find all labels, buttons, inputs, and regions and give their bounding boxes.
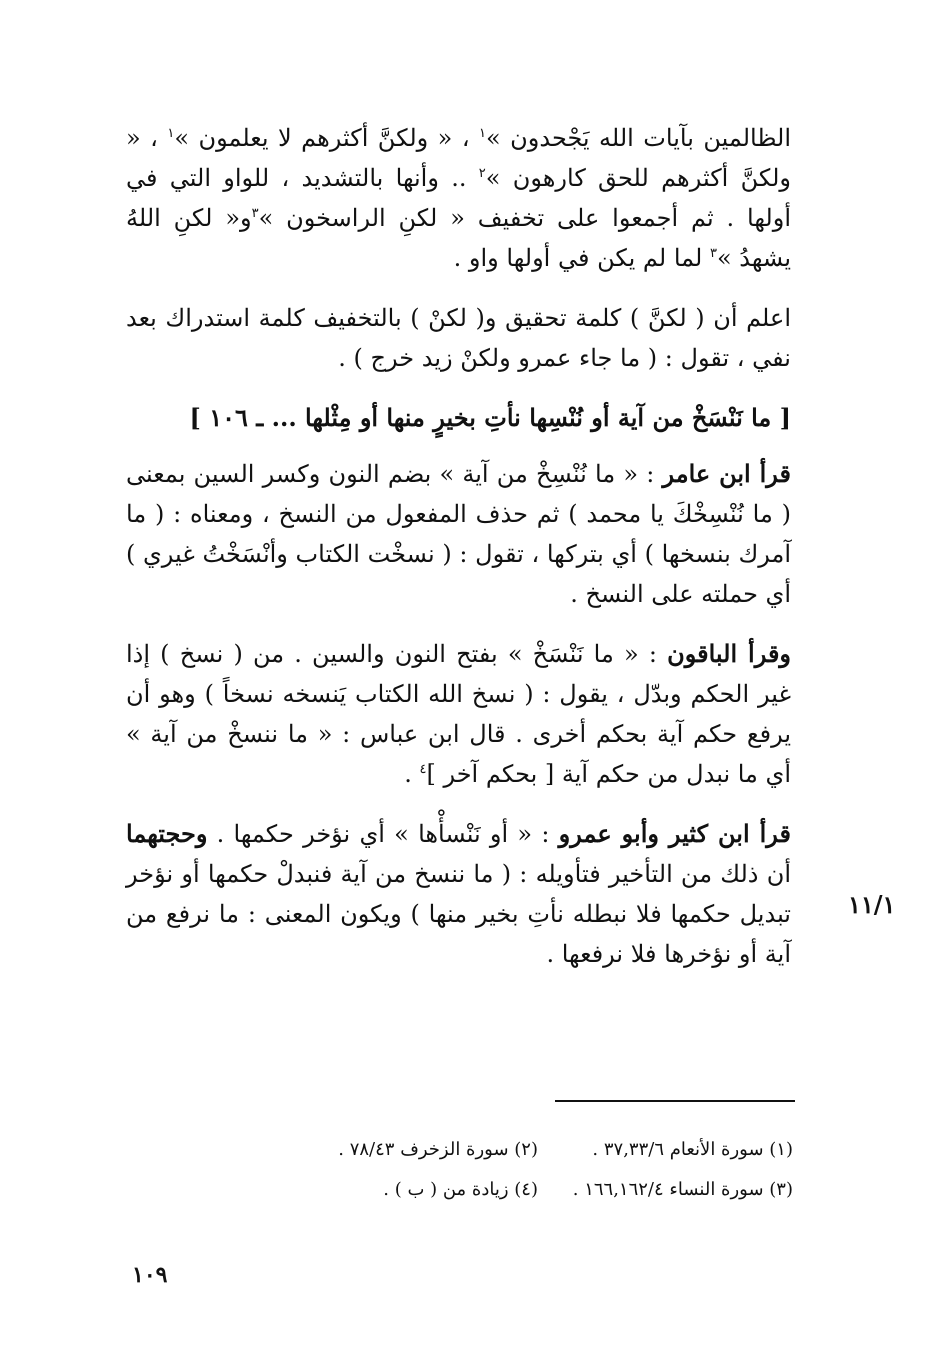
text-run: و« لكنِ اللهُ يشهدُ » [126, 204, 791, 272]
text-run: .. وأنها بالتشديد ، للواو التي في أولها . ثم أجمعوا على تخفيف « لكنِ الراسخون » [126, 164, 791, 232]
main-text [126, 118, 791, 994]
footnote-marker: ٣ [709, 246, 717, 261]
footnote-marker: ٣ [251, 206, 259, 221]
verse-heading [126, 398, 791, 438]
text-run: الظالمين بآيات الله يَجْحدون » [486, 124, 792, 152]
footnote-marker: ٤ [419, 762, 427, 777]
text-run: أن ذلك من التأخير فتأويله : ( ما ننسخ من آية فنبدلْ حكمها أو نؤخر تبديل حكمها فلا نبطله نأتِ بخير منها ) ويكون المعنى : ما نرفع من آية أو نؤخرها فلا نرفعها . [126, 860, 791, 968]
footnote-separator [555, 1100, 795, 1102]
text-run: : « أو نَنْسأْها » أي نؤخر حكمها . [207, 820, 559, 848]
paragraph [126, 634, 791, 794]
paragraph [126, 454, 791, 614]
reader-name: وقرأ الباقون [667, 639, 792, 668]
footnotes [133, 1130, 793, 1210]
page-number: ١٠٩ [132, 1262, 168, 1288]
reader-name: قرأ ابن كثير وأبو عمرو [558, 819, 791, 848]
paragraph [126, 298, 791, 378]
text-run: : « ما نَنْسَخْ » بفتح النون والسين . من ( نسخ ) إذا غير الحكم وبدّل ، يقول : ( نسخ الله الكتاب يَنسخه نسخاً ) وهو أن يرفع حكم آية بحكم أخرى . قال ابن عباس : « ما ننسخْ من آية » أي ما نبدل من حكم آية [ بحكم آخر ] [126, 640, 791, 788]
footnote-row [133, 1170, 793, 1210]
paragraph [126, 814, 791, 974]
footnote-3: (٣) سورة النساء ١٦٦,١٦٢/٤ . [572, 1179, 793, 1200]
footnote-1: (١) سورة الأنعام ٣٧,٣٣/٦ . [592, 1139, 793, 1160]
footnote-4: (٤) زيادة من ( ب ) . [383, 1179, 538, 1200]
paragraph [126, 118, 791, 278]
text-run: اعلم أن ( لكنَّ ) كلمة تحقيق و( لكنْ ) بالتخفيف كلمة استدراك بعد نفي ، تقول : ( ما جاء عمرو ولكنْ زيد خرج ) . [126, 304, 791, 372]
footnote-marker: ١ [479, 126, 486, 141]
footnote-2: (٢) سورة الزخرف ٧٨/٤٣ . [338, 1139, 538, 1160]
text-run: ، « ولكنَّ أكثرهم للحق كارهون » [126, 124, 792, 192]
reader-name: وحجتهما [126, 819, 208, 848]
footnote-row [133, 1130, 793, 1170]
text-run: لما لم يكن في أولها واو . [453, 244, 710, 272]
text-run: . [404, 760, 420, 788]
text-run: ، « ولكنَّ أكثرهم لا يعلمون » [174, 124, 480, 152]
footnote-marker: ١ [167, 126, 175, 141]
footnote-marker: ٢ [478, 166, 486, 181]
text-run: : « ما نُنْسِخْ من آية » بضم النون وكسر السين بمعنى ( ما نُنْسِخْكَ يا محمد ) ثم حذف المفعول من النسخ ، ومعناه : ( ما آمرك بنسخها ) أي بتركها ، تقول : ( نسخْت الكتاب وأنْسَخْتُ غيري ) أي حملته على النسخ . [126, 460, 791, 608]
reader-name: قرأ ابن عامر [662, 459, 791, 488]
margin-reference: ١١/١ [848, 890, 896, 919]
text-run: [ ما نَنْسَخْ من آية أو نُنْسِها نأتِ بخيرٍ منها أو مِثْلها ... ـ ١٠٦ ] [189, 403, 791, 432]
